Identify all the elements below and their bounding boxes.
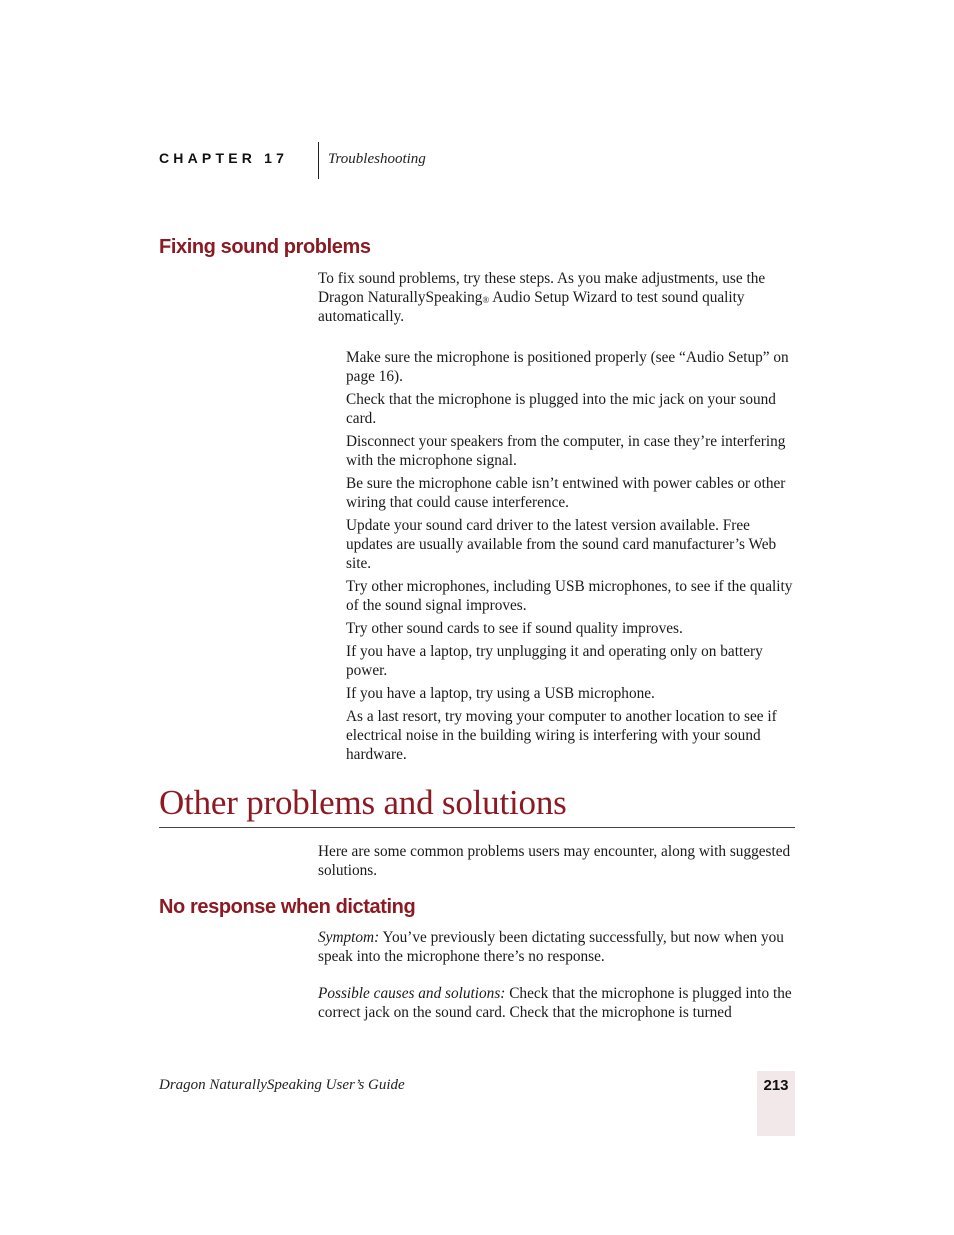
sound-fix-steps-list: [346, 348, 796, 768]
footer-book-title: Dragon NaturallySpeaking User’s Guide: [159, 1077, 405, 1093]
list-item: Update your sound card driver to the latest version available. Free updates are usually available from the sound card manufacturer’s Web site.: [346, 517, 777, 572]
list-item: Make sure the microphone is positioned properly (see “Audio Setup” on page 16).: [346, 349, 789, 385]
list-item: Disconnect your speakers from the computer, in case they’re interfering with the microphone signal.: [346, 433, 786, 469]
symptom-text: You’ve previously been dictating successfully, but now when you speak into the microphone there’s no response.: [318, 929, 784, 965]
list-item: Be sure the microphone cable isn’t entwined with power cables or other wiring that could cause interference.: [346, 475, 786, 511]
intro-text-part-2: Audio Setup Wizard to test sound quality automatically.: [318, 289, 745, 325]
heading-fixing-sound-problems: Fixing sound problems: [159, 236, 371, 258]
running-head-title: Troubleshooting: [328, 151, 426, 167]
causes-text: Check that the microphone is plugged into the correct jack on the sound card. Check that the microphone is turned: [318, 985, 792, 1021]
registered-mark: ®: [482, 295, 490, 305]
list-item: If you have a laptop, try unplugging it and operating only on battery power.: [346, 643, 763, 679]
causes-paragraph: [318, 984, 793, 1022]
symptom-paragraph: [318, 928, 793, 966]
causes-label: Possible causes and solutions:: [318, 985, 506, 1002]
list-item: If you have a laptop, try using a USB microphone.: [346, 685, 655, 702]
heading-no-response: No response when dictating: [159, 896, 416, 918]
list-item: Try other microphones, including USB microphones, to see if the quality of the sound signal improves.: [346, 578, 793, 614]
other-problems-intro: Here are some common problems users may encounter, along with suggested solutions.: [318, 843, 791, 879]
list-item: As a last resort, try moving your computer to another location to see if electrical noise in the building wiring is interfering with your sound hardware.: [346, 708, 777, 763]
heading-other-problems: Other problems and solutions: [159, 783, 567, 822]
chapter-label: CHAPTER 17: [159, 150, 289, 166]
list-item: Try other sound cards to see if sound quality improves.: [346, 620, 683, 637]
page-number: 213: [763, 1077, 789, 1094]
section-divider: [159, 827, 795, 828]
list-item: Check that the microphone is plugged into the mic jack on your sound card.: [346, 391, 776, 427]
header-divider: [318, 142, 319, 179]
intro-text-part-1: To fix sound problems, try these steps. As you make adjustments, use the Dragon NaturallySpeaking: [318, 270, 766, 306]
symptom-label: Symptom:: [318, 929, 380, 946]
fixing-sound-intro: [318, 269, 793, 326]
